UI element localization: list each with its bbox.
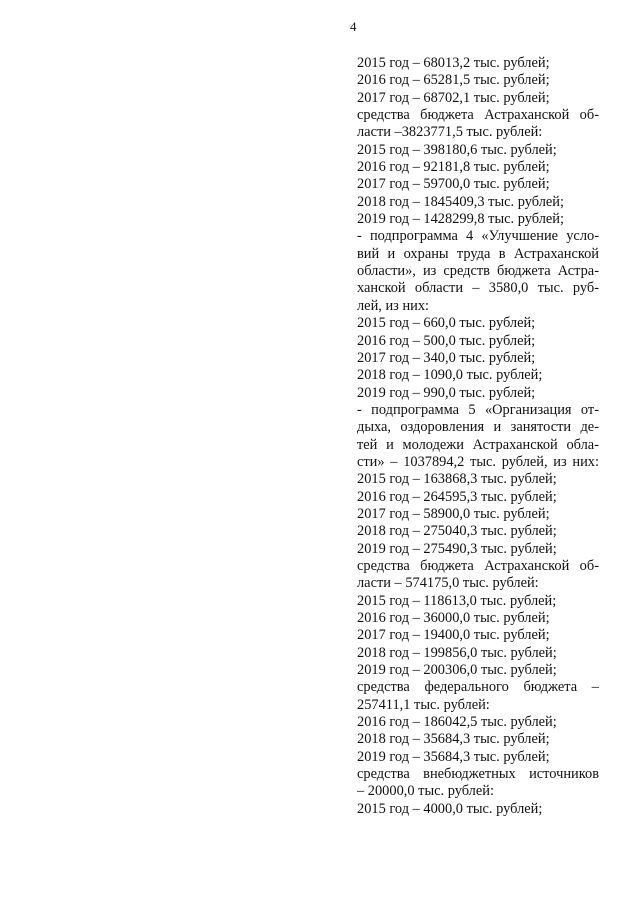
text-line: 2015 год – 398180,6 тыс. рублей; bbox=[357, 141, 557, 158]
text-line: 2015 год – 163868,3 тыс. рублей; bbox=[357, 471, 557, 488]
text-line: средства бюджета Астраханской об- bbox=[357, 107, 599, 124]
text-line: 2018 год – 35684,3 тыс. рублей; bbox=[357, 731, 550, 748]
text-line: 2018 год – 199856,0 тыс. рублей; bbox=[357, 644, 557, 661]
text-line: 2016 год – 36000,0 тыс. рублей; bbox=[357, 610, 550, 626]
text-line: - подпрограмма 4 «Улучшение усло- bbox=[357, 228, 599, 245]
text-line: 2019 год – 35684,3 тыс. рублей; bbox=[357, 748, 550, 765]
text-line: 2018 год – 275040,3 тыс. рублей; bbox=[357, 523, 557, 540]
text-line: сти» – 1037894,2 тыс. рублей, из них: bbox=[357, 453, 599, 470]
text-line: 2016 год – 65281,5 тыс. рублей; bbox=[357, 72, 550, 89]
text-line: 2019 год – 275490,3 тыс. рублей; bbox=[357, 540, 557, 557]
text-line: средства внебюджетных источников bbox=[357, 766, 599, 783]
text-line: - подпрограмма 5 «Организация от- bbox=[357, 401, 599, 418]
text-line: тей и молодежи Астраханской обла- bbox=[357, 436, 599, 453]
text-line: дыха, оздоровления и занятости де- bbox=[357, 419, 599, 436]
text-line: 2017 год – 58900,0 тыс. рублей; bbox=[357, 505, 550, 522]
text-line: ласти – 574175,0 тыс. рублей: bbox=[357, 575, 539, 592]
text-line: 2015 год – 68013,2 тыс. рублей; bbox=[357, 55, 550, 71]
text-line: ласти –3823771,5 тыс. рублей: bbox=[357, 124, 543, 141]
text-line: области», из средств бюджета Астра- bbox=[357, 263, 599, 280]
text-line: 2018 год – 1090,0 тыс. рублей; bbox=[357, 367, 543, 384]
text-line: 2018 год – 1845409,3 тыс. рублей; bbox=[357, 193, 564, 210]
text-line: 2015 год – 4000,0 тыс. рублей; bbox=[357, 800, 543, 817]
body-text-column bbox=[357, 55, 599, 818]
text-line: 2016 год – 186042,5 тыс. рублей; bbox=[357, 714, 557, 731]
text-line: 2015 год – 660,0 тыс. рублей; bbox=[357, 315, 536, 332]
text-line: 2017 год – 19400,0 тыс. рублей; bbox=[357, 627, 550, 644]
text-line: – 20000,0 тыс. рублей: bbox=[357, 783, 494, 800]
text-line: вий и охраны труда в Астраханской bbox=[357, 245, 599, 262]
page-number: 4 bbox=[350, 19, 357, 34]
text-line: средства федерального бюджета – bbox=[357, 679, 599, 696]
text-line: 2015 год – 118613,0 тыс. рублей; bbox=[357, 592, 557, 609]
text-line: лей, из них: bbox=[357, 297, 430, 314]
text-line: 2017 год – 340,0 тыс. рублей; bbox=[357, 349, 536, 366]
text-line: 2019 год – 1428299,8 тыс. рублей; bbox=[357, 211, 564, 228]
text-line: 2016 год – 264595,3 тыс. рублей; bbox=[357, 488, 557, 505]
text-line: средства бюджета Астраханской об- bbox=[357, 557, 599, 574]
text-line: 2019 год – 990,0 тыс. рублей; bbox=[357, 384, 536, 401]
text-line: 257411,1 тыс. рублей: bbox=[357, 696, 490, 713]
text-line: 2016 год – 500,0 тыс. рублей; bbox=[357, 332, 536, 349]
text-line: 2019 год – 200306,0 тыс. рублей; bbox=[357, 662, 557, 679]
text-line: 2017 год – 68702,1 тыс. рублей; bbox=[357, 89, 550, 106]
text-line: 2016 год – 92181,8 тыс. рублей; bbox=[357, 159, 550, 176]
text-line: 2017 год – 59700,0 тыс. рублей; bbox=[357, 176, 550, 193]
text-line: ханской области – 3580,0 тыс. руб- bbox=[357, 280, 599, 297]
